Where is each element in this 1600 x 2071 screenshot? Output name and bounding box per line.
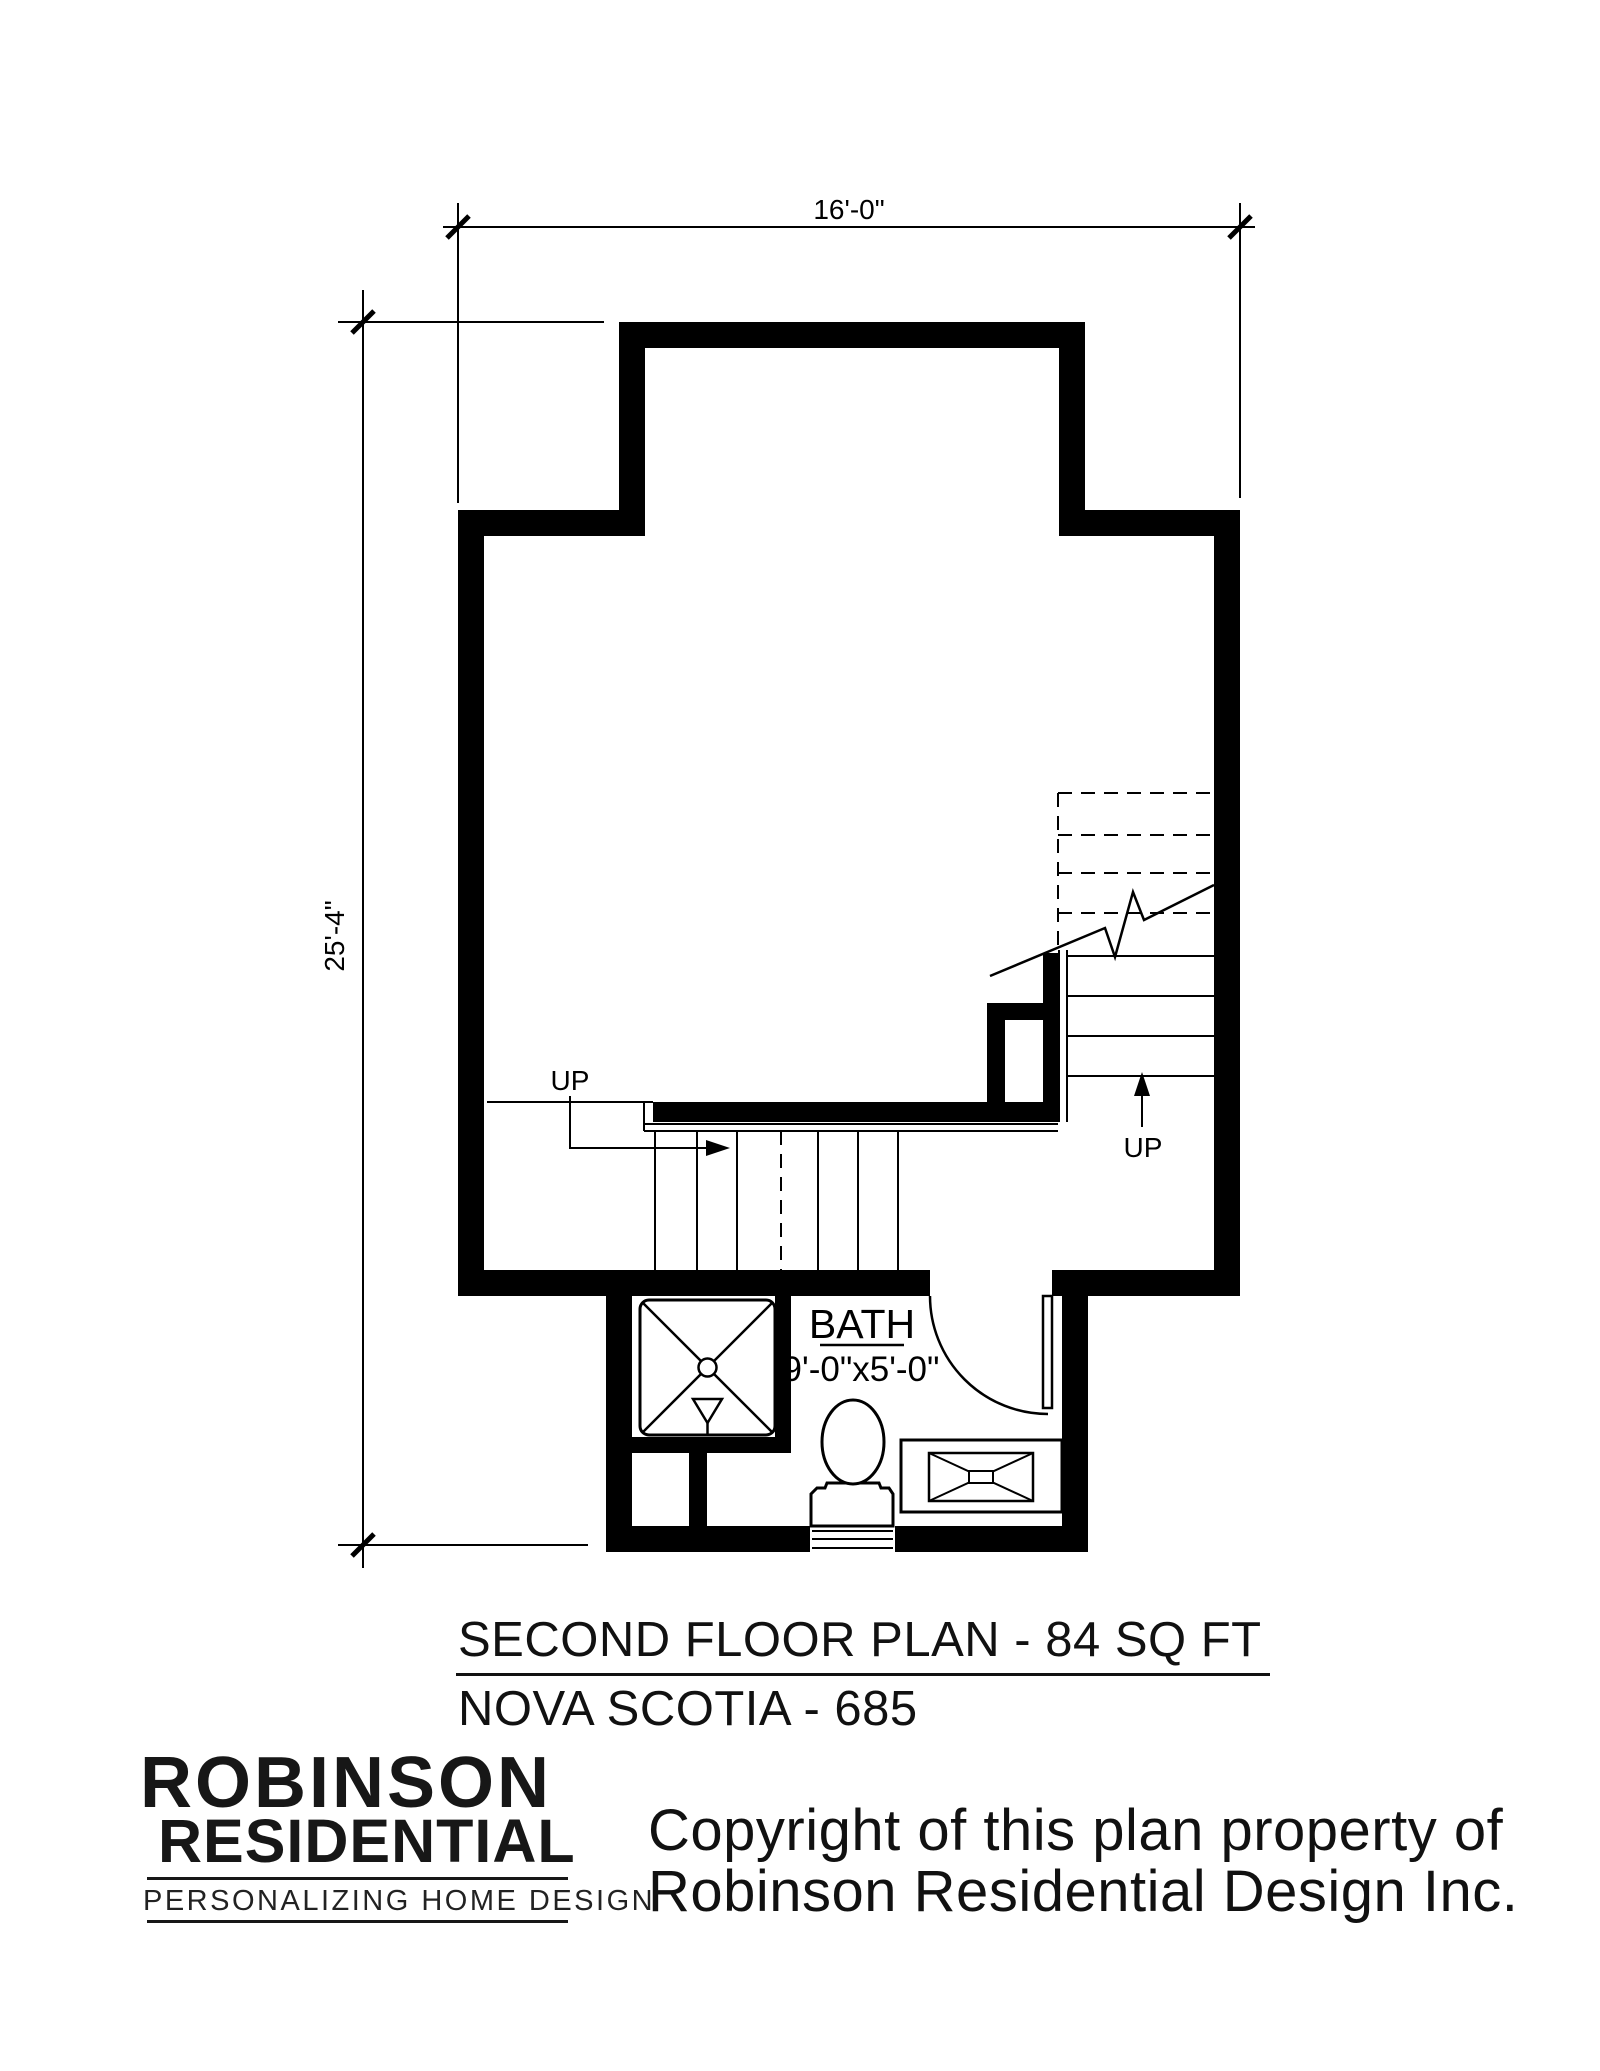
copyright-line1: Copyright of this plan property of — [648, 1798, 1504, 1863]
logo-robinson: ROBINSON — [140, 1743, 553, 1823]
wall-bath-bottom-right — [895, 1526, 1088, 1552]
wall-main-left — [458, 510, 484, 1296]
up-text-upper: UP — [1123, 1132, 1163, 1163]
break-line — [990, 885, 1214, 976]
wall-step-left — [458, 510, 645, 536]
wall-bath-left — [606, 1296, 632, 1552]
wall-dormer-left — [619, 322, 645, 536]
plan-title: SECOND FLOOR PLAN - 84 SQ FT — [456, 1612, 1270, 1676]
copyright-line2: Robinson Residential Design Inc. — [648, 1859, 1519, 1924]
wall-closet-right — [1043, 953, 1060, 1122]
window — [812, 1531, 893, 1548]
up-text-lower: UP — [550, 1065, 590, 1096]
stair-upper-hidden-treads — [1058, 793, 1214, 950]
shower-valve — [693, 1399, 722, 1423]
wall-dormer-right — [1059, 322, 1085, 536]
logo-residential: RESIDENTIAL — [158, 1807, 576, 1875]
stair-upper — [990, 793, 1214, 1122]
shower-drain — [699, 1359, 717, 1377]
stair-lower — [487, 1102, 1058, 1270]
wall-main-bottom-right — [1052, 1270, 1240, 1296]
door-swing-arc — [930, 1296, 1048, 1414]
wall-closet-left — [987, 1003, 1005, 1122]
wall-main-bottom-left — [458, 1270, 930, 1296]
wall-step-right — [1059, 510, 1240, 536]
door-leaf — [1043, 1296, 1052, 1408]
toilet — [811, 1400, 893, 1526]
copyright-notice — [648, 1798, 1519, 1924]
wall-below-shower — [606, 1437, 791, 1453]
up-arrowhead-lower — [706, 1140, 730, 1156]
logo-rule-top — [147, 1877, 568, 1880]
wall-dormer-top — [619, 322, 1085, 348]
bath-name-text: BATH — [808, 1301, 916, 1347]
wall-cubby-divider — [689, 1452, 707, 1526]
toilet-tank — [811, 1483, 893, 1526]
bath-size-text: 9'-0"x5'-0" — [782, 1350, 940, 1389]
bath-label — [783, 1301, 940, 1389]
wall-main-right — [1214, 510, 1240, 1296]
dimension-left-label: 25'-4" — [319, 900, 350, 972]
dimension-top — [443, 203, 1255, 503]
title-block — [456, 1612, 1270, 1737]
wall-bath-bottom-left — [606, 1526, 810, 1552]
bath-door — [930, 1296, 1052, 1414]
logo-rule-bottom — [147, 1920, 568, 1923]
logo-tagline: PERSONALIZING HOME DESIGN — [143, 1885, 656, 1917]
sink-drain — [969, 1471, 993, 1483]
plan-subtitle: NOVA SCOTIA - 685 — [458, 1682, 918, 1736]
vanity-sink — [901, 1440, 1062, 1512]
toilet-bowl — [822, 1400, 884, 1484]
up-label-upper — [1124, 1072, 1163, 1163]
wall-bath-right — [1062, 1296, 1088, 1552]
dimension-top-label: 16'-0" — [813, 194, 885, 225]
shower — [640, 1300, 775, 1435]
